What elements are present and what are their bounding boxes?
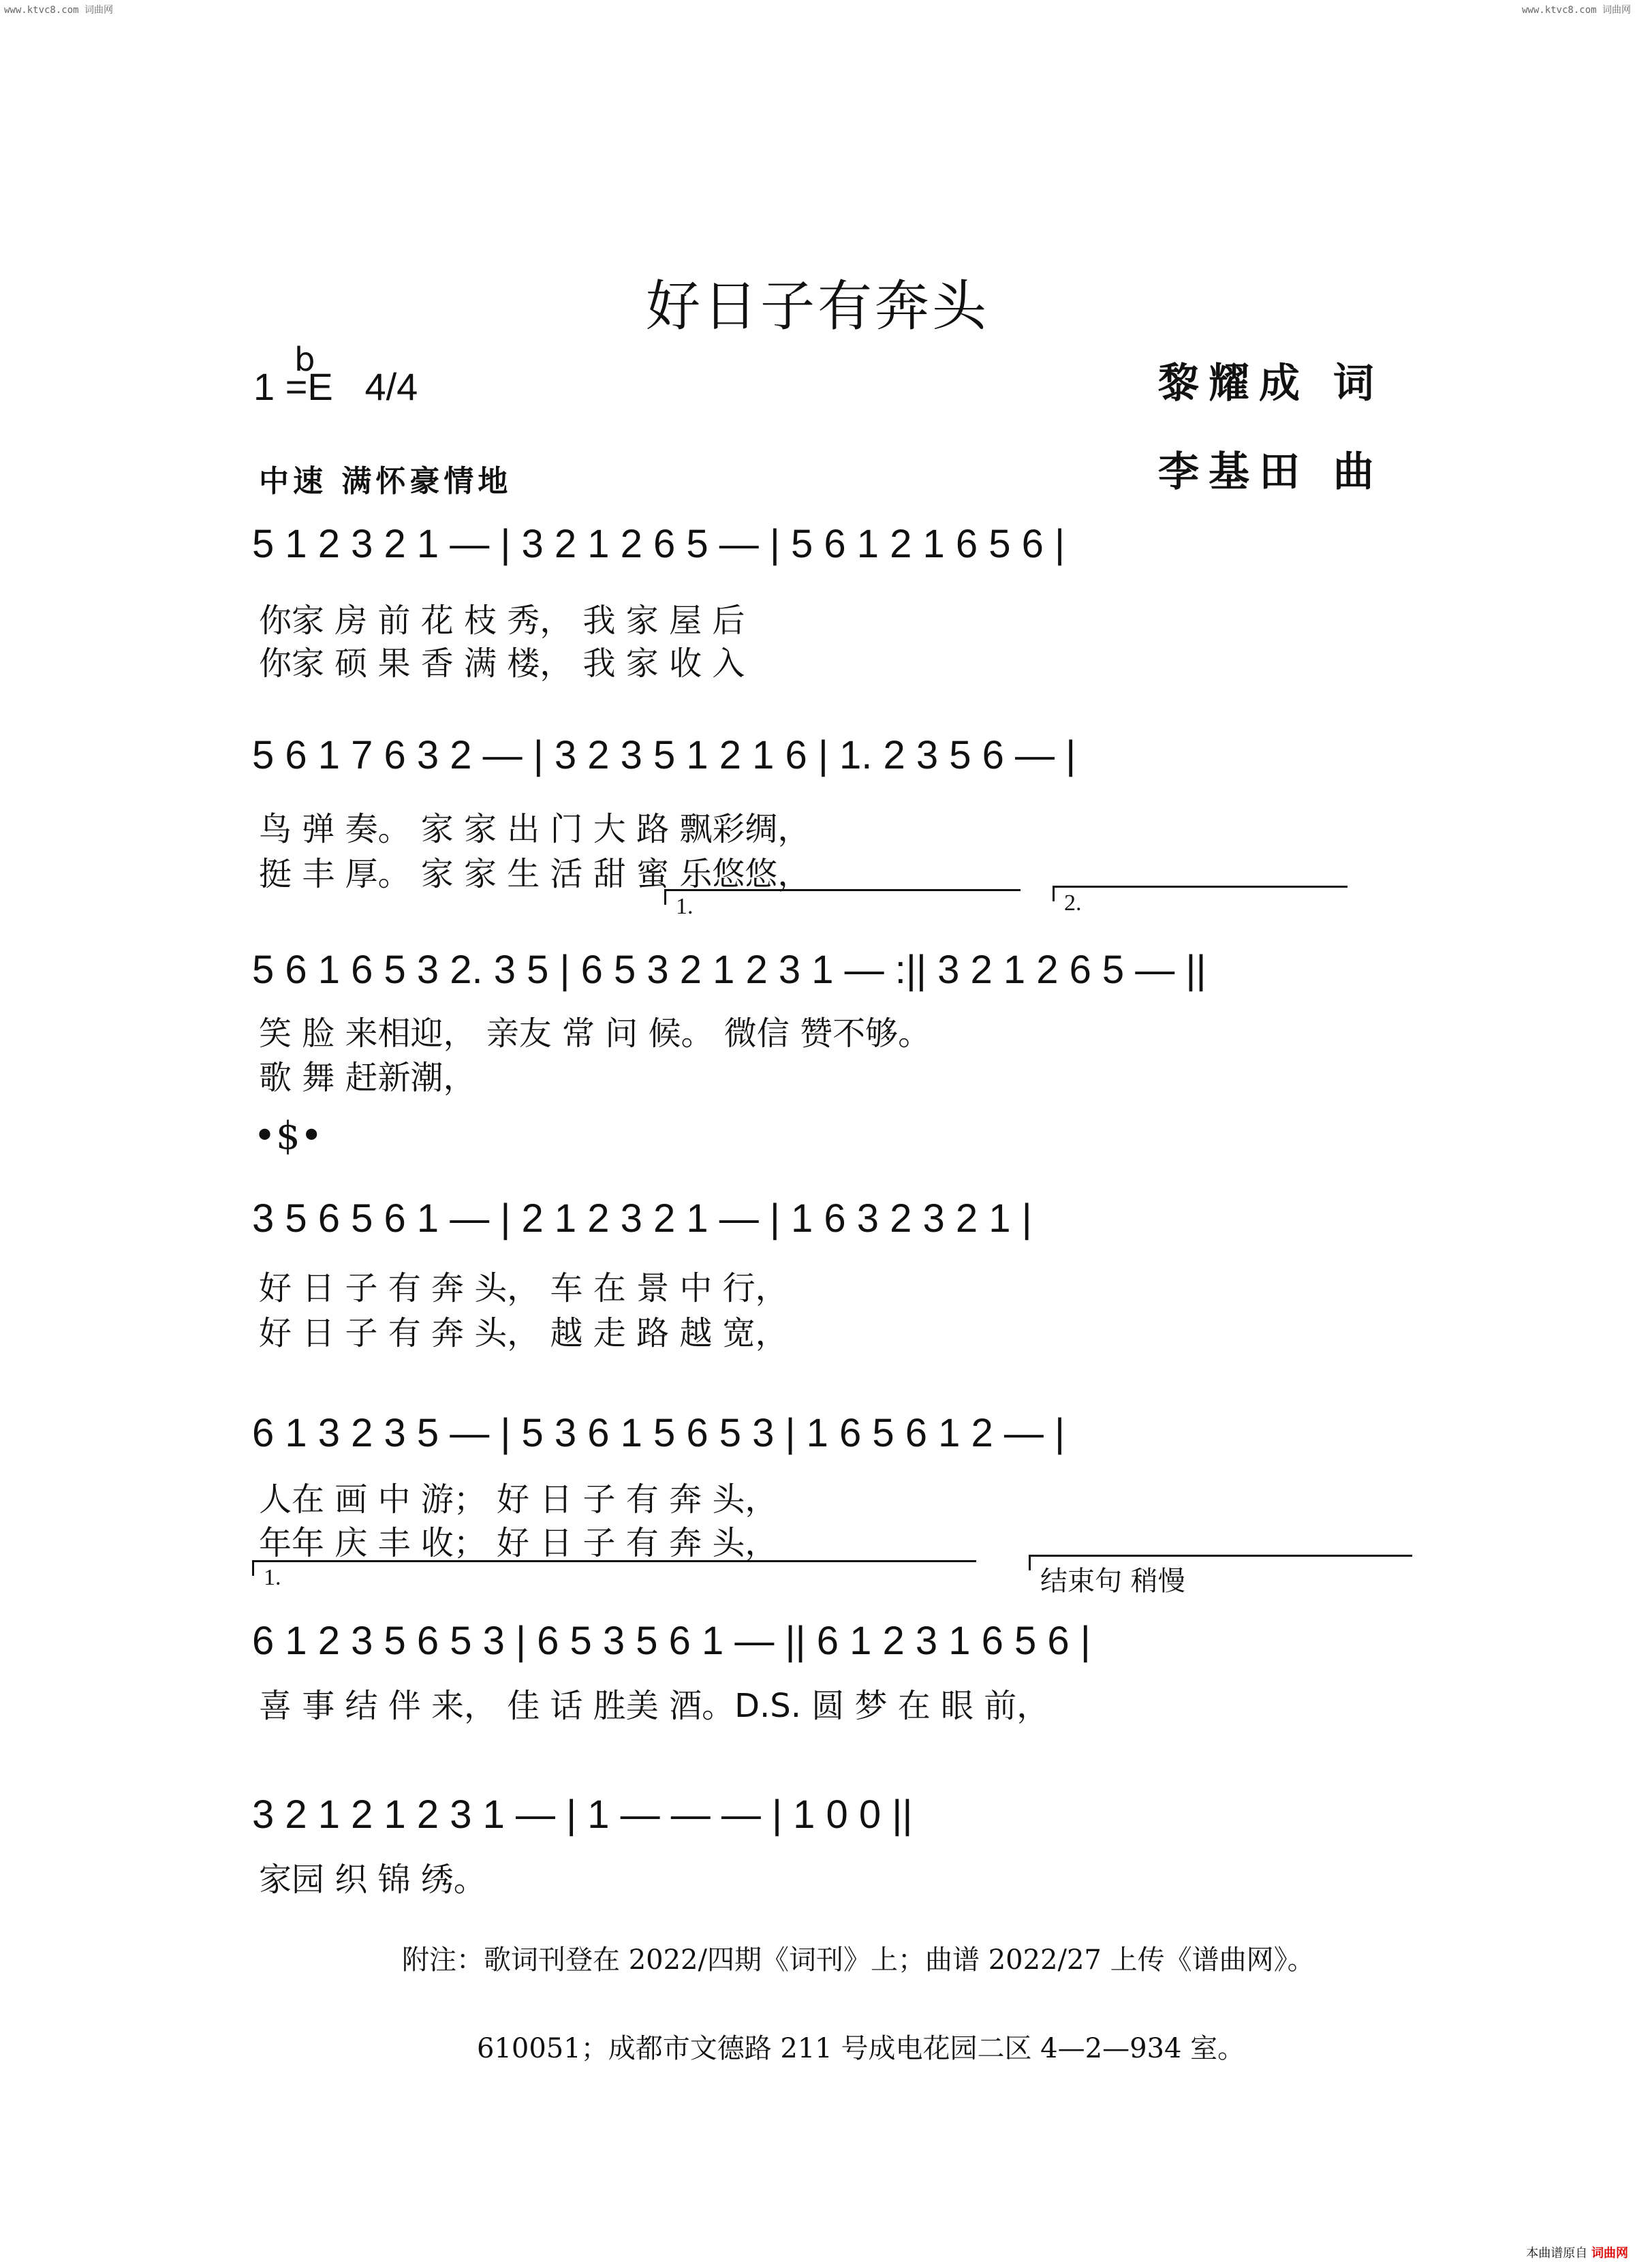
lyric-line-1b: 你家 硕 果 香 满 楼， 我 家 收 入 — [259, 644, 745, 683]
composer-credit: 李基田 曲 — [1158, 448, 1384, 496]
notation-line-5: 6 1 3 2 3 5 — | 5 3 6 1 5 6 5 3 | 1 6 5 6 1 2 — | — [252, 1411, 1065, 1455]
volta-second: 2. — [1053, 886, 1348, 901]
volta-first-2: 1. — [252, 1560, 976, 1576]
key-letter: E — [307, 365, 333, 408]
volta-first: 1. — [664, 889, 1021, 905]
time-signature: 4/4 — [364, 365, 418, 408]
tempo-marking: 中速 满怀豪情地 — [259, 464, 512, 499]
footer-brand: 词曲网 — [1591, 2246, 1628, 2261]
lyric-line-3a: 笑 脸 来相迎， 亲友 常 问 候。 微信 赞不够。 — [259, 1014, 931, 1053]
footnote: 附注：歌词刊登在 2022/四期《词刊》上；曲谱 2022/27 上传《谱曲网》。 — [402, 1944, 1315, 1976]
footer-text: 本曲谱原自 — [1526, 2246, 1588, 2261]
volta-ending: 结束句 稍慢 — [1029, 1555, 1412, 1570]
segno-sign: •$• — [253, 1114, 323, 1158]
key-signature — [253, 364, 418, 409]
watermark-right: www.ktvc8.com 词曲网 — [1521, 5, 1631, 16]
lyric-line-3b: 歌 舞 赶新潮， — [259, 1059, 476, 1097]
song-title: 好日子有奔头 — [646, 275, 989, 338]
notation-line-6: 6 1 2 3 5 6 5 3 | 6 5 3 5 6 1 — || 6 1 2 3 1 6 5 6 | — [252, 1619, 1091, 1663]
notation-line-2: 5 6 1 7 6 3 2 — | 3 2 3 5 1 2 1 6 | 1. 2 3 5 6 — | — [252, 733, 1076, 777]
notation-line-3: 5 6 1 6 5 3 2. 3 5 | 6 5 3 2 1 2 3 1 — :|| 3 2 1 2 6 5 — || — [252, 948, 1206, 992]
lyric-line-1a: 你家 房 前 花 枝 秀， 我 家 屋 后 — [259, 602, 745, 640]
lyricist-credit: 黎耀成 词 — [1158, 360, 1384, 407]
lyric-line-2a: 鸟 弹 奏。 家 家 出 门 大 路 飘彩绸， — [259, 810, 811, 848]
flat-sign: b — [294, 341, 315, 379]
lyric-line-5a: 人在 画 中 游； 好 日 子 有 奔 头， — [259, 1480, 778, 1519]
key-prefix: 1 = — [253, 365, 308, 408]
lyric-line-5b: 年年 庆 丰 收； 好 日 子 有 奔 头， — [259, 1524, 778, 1562]
lyric-line-7a: 家园 织 锦 绣。 — [259, 1861, 486, 1899]
footer-mark — [1526, 2243, 1628, 2261]
notation-line-1: 5 1 2 3 2 1 — | 3 2 1 2 6 5 — | 5 6 1 2 1 6 5 6 | — [252, 522, 1065, 566]
notation-line-7: 3 2 1 2 1 2 3 1 — | 1 — — — | 1 0 0 || — [252, 1792, 913, 1837]
lyric-line-6a: 喜 事 结 伴 来， 佳 话 胜美 酒。D.S. 圆 梦 在 眼 前， — [259, 1687, 1050, 1725]
lyric-line-2b: 挺 丰 厚。 家 家 生 活 甜 蜜 乐悠悠， — [259, 855, 811, 893]
lyric-line-4a: 好 日 子 有 奔 头， 车 在 景 中 行， — [259, 1269, 788, 1307]
address: 610051；成都市文德路 211 号成电花园二区 4—2—934 室。 — [477, 2033, 1245, 2064]
watermark-left: www.ktvc8.com 词曲网 — [4, 5, 114, 16]
lyric-line-4b: 好 日 子 有 奔 头， 越 走 路 越 宽， — [259, 1314, 788, 1352]
notation-line-4: 3 5 6 5 6 1 — | 2 1 2 3 2 1 — | 1 6 3 2 3 2 1 | — [252, 1196, 1032, 1241]
